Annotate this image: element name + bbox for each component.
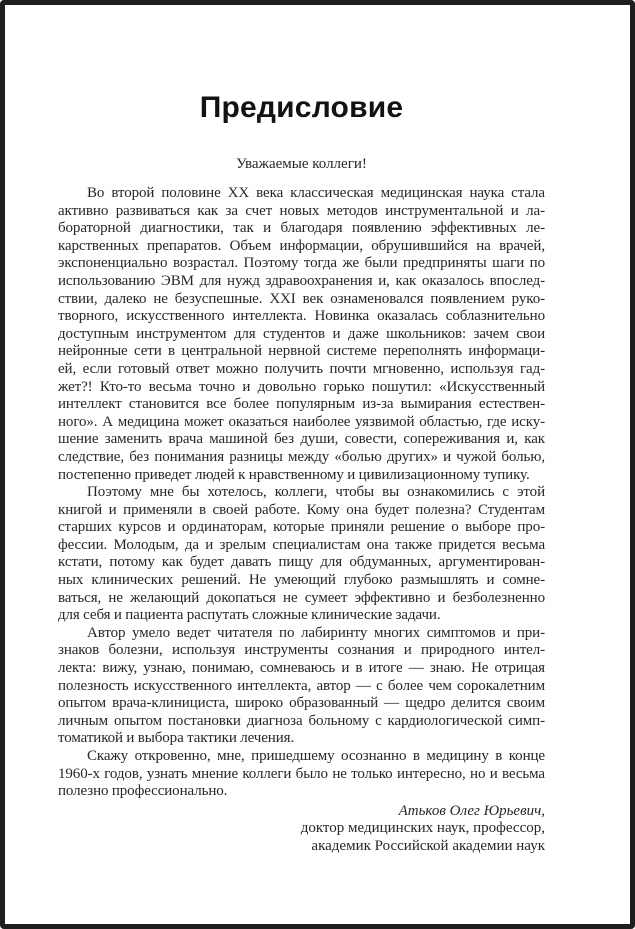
- paragraph: [58, 484, 545, 625]
- text-line: полезно профессионально.: [58, 783, 228, 800]
- paragraph: [58, 185, 545, 484]
- text-line: бораторной диагностики, так и благодаря появлению эффективных ле-: [58, 220, 545, 237]
- text-line: активно развиваться как за счет новых методов инструментальной и ла-: [58, 202, 545, 219]
- text-line: Автор умело ведет читателя по лабиринту многих симптомов и при-: [87, 624, 545, 641]
- signature-academy: академик Российской академии наук: [311, 837, 545, 854]
- text-line: опытом врача-клинициста, широко образованный — щедро делится своим: [58, 695, 545, 712]
- text-line: жет?! Кто-то весьма точно и довольно горько пошутил: «Искусственный: [58, 378, 545, 395]
- signature-block: [58, 803, 545, 856]
- text-line: ей, если готовый ответ можно получить почти мгновенно, используя гад-: [58, 360, 545, 377]
- text-line: Скажу откровенно, мне, пришедшему осознанно в медицину в конце: [87, 748, 545, 764]
- text-line: шение заменить врача машиной без души, совести, сопереживания и, как: [58, 431, 545, 448]
- text-line: ных клинических решений. Не умеющий глубоко размышлять и сомне-: [58, 572, 545, 589]
- text-line: экспоненциально возрастал. Поэтому тогда же были предприняты шаги по: [58, 255, 545, 272]
- text-line: ствии, далеко не безуспешные. XXI век ознаменовался появлением руко-: [58, 290, 545, 307]
- paragraph: [58, 625, 545, 748]
- text-line: Поэтому мне бы хотелось, коллеги, чтобы вы ознакомились с этой: [87, 484, 545, 501]
- text-line: Во второй половине XX века классическая медицинская наука стала: [87, 185, 545, 201]
- text-line: личным опытом постановки диагноза больному с кардиологической симп-: [58, 712, 545, 729]
- text-line: карственных препаратов. Объем информации, обрушившийся на врачей,: [58, 237, 545, 254]
- text-line: для себя и пациента распутать сложные клинические задачи.: [58, 607, 441, 624]
- text-line: интеллект становится все более популярным из-за вымирания естествен-: [58, 396, 545, 413]
- text-line: нейронные сети в центральной нервной системе переполнять информаци-: [58, 343, 545, 360]
- text-line: постепенно приведет людей к нравственному и цивилизационному тупику.: [58, 466, 530, 483]
- page-title: Предисловие: [199, 91, 404, 124]
- text-line: творного, искусственного интеллекта. Новинка оказалась соблазнительно: [58, 308, 545, 325]
- page-content: [58, 91, 545, 856]
- text-line: старших курсов и ординаторам, которые приняли решение о выборе про-: [58, 519, 545, 536]
- text-line: знаков болезни, используя инструменты сознания и природного интел-: [58, 642, 545, 659]
- text-line: книгой и применяли в своей работе. Кому она будет полезна? Студентам: [58, 501, 545, 518]
- text-line: кстати, потому как будет давать пищу для обдуманных, аргументирован-: [58, 554, 545, 571]
- body-paragraphs: [58, 185, 545, 801]
- text-line: фессии. Молодым, да и зрелым специалистам она также придется весьма: [58, 536, 545, 553]
- text-line: ваться, не желающий докопаться не сумеет эффективно и безболезненно: [58, 589, 545, 606]
- signature-degree: доктор медицинских наук, профессор,: [300, 820, 545, 837]
- text-line: 1960-х годов, узнать мнение коллеги было не только интересно, но и весьма: [58, 765, 545, 782]
- greeting-line: Уважаемые коллеги!: [236, 156, 367, 172]
- paragraph: [58, 748, 545, 801]
- text-line: использованию ЭВМ для нужд здравоохранения и, как оказалось впослед-: [58, 272, 545, 289]
- text-line: полезность искусственного интеллекта, автор — с более чем сорокалетним: [58, 677, 545, 694]
- text-line: томатикой и выбора тактики лечения.: [58, 730, 295, 747]
- text-line: следствие, без понимания разницы между «болью других» и чужой болью,: [58, 448, 545, 465]
- text-line: ного». А медицина может оказаться наиболее уязвимой областью, где иску-: [58, 413, 545, 430]
- signature-author: Атьков Олег Юрьевич,: [398, 802, 545, 819]
- text-line: лекта: вижу, узнаю, понимаю, сомневаюсь и в итоге — знаю. Не отрицая: [58, 660, 545, 677]
- text-line: доступным инструментом для студентов и даже школьников: зачем свои: [58, 325, 545, 342]
